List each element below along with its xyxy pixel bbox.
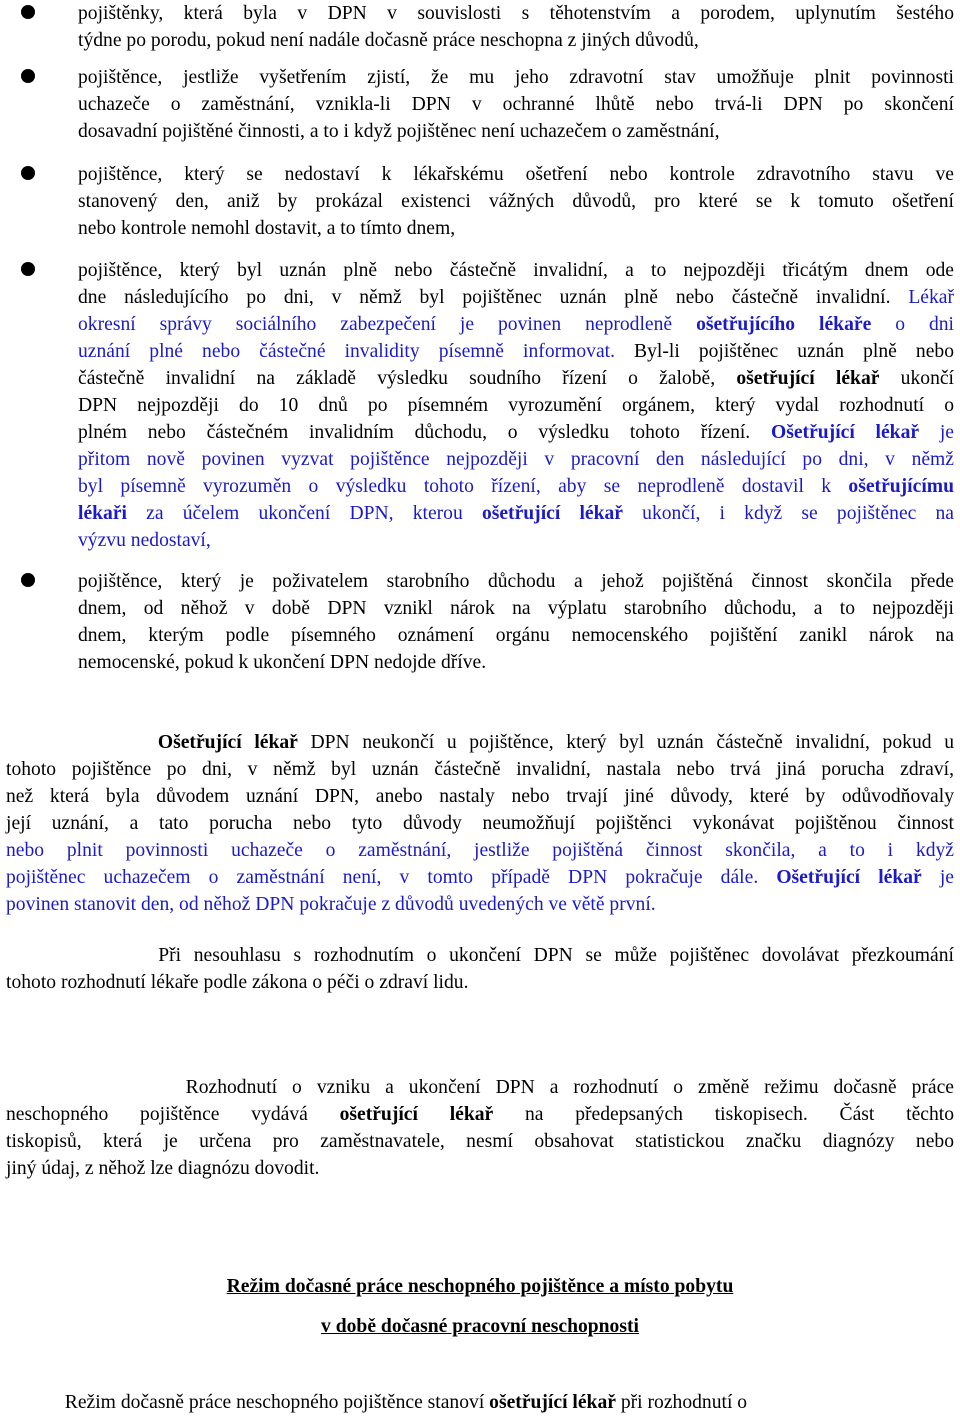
paragraph-decision-forms (6, 1074, 954, 1182)
bullet-icon (21, 69, 35, 83)
emphasized-text: Ošetřující lékař (776, 867, 922, 888)
text-line (78, 0, 954, 27)
text-run: stanovený den, aniž by prokázal existenci vážných důvodů, pro které se k tomuto ošetření (78, 191, 954, 212)
emphasized-text: ošetřující lékař (339, 1104, 494, 1125)
text-run: pojištěnec uchazečem o zaměstnání není, v tomto případě DPN pokračuje dále. (6, 867, 777, 888)
text-line (6, 783, 954, 810)
text-run: její uznání, a tato porucha nebo tyto důvody neumožňují pojištěnci vykonávat pojištěnou činnost (6, 813, 954, 834)
bullet-icon (21, 573, 35, 587)
emphasized-text: ošetřujícímu (848, 476, 954, 497)
text-run: na předepsaných tiskopisech. Část těchto (493, 1104, 954, 1125)
text-run: Režim dočasně práce neschopného pojištěnce stanoví (6, 1392, 490, 1413)
bullet-icon (21, 166, 35, 180)
list-item (78, 64, 954, 145)
text-run: DPN nejpozději do 10 dnů po písemném vyrozumění orgánem, který vydal rozhodnutí o (78, 395, 954, 416)
text-run: za účelem ukončení DPN, kterou (126, 503, 482, 524)
text-line (78, 649, 954, 676)
text-run: Byl-li pojištěnec uznán plně nebo (615, 341, 954, 362)
text-line (6, 942, 954, 969)
text-line (6, 810, 954, 837)
text-run: je (921, 867, 954, 888)
text-line (78, 365, 954, 392)
text-run: plném nebo částečném invalidním důchodu, o výsledku tohoto řízení. (78, 422, 771, 443)
text-line (6, 864, 954, 891)
text-run: o dni (871, 314, 954, 335)
text-run: neschopného pojištěnce vydává (6, 1104, 340, 1125)
emphasized-text: Ošetřující lékař (157, 732, 298, 753)
text-run: tiskopisů, která je určena pro zaměstnavatele, nesmí obsahovat statistickou značku diagnózy nebo (6, 1131, 954, 1152)
emphasized-text: ošetřující lékař (489, 1392, 616, 1413)
text-line (78, 27, 954, 54)
text-line (78, 568, 954, 595)
text-run (6, 732, 158, 753)
text-run: Lékař (908, 287, 954, 308)
text-line (78, 188, 954, 215)
text-line (78, 473, 954, 500)
text-line (78, 338, 954, 365)
text-run: tohoto rozhodnutí lékaře podle zákona o péči o zdraví lidu. (6, 972, 469, 993)
list-item (78, 161, 954, 242)
text-run: dne následujícího po dni, v němž byl pojištěnec uznán plně nebo částečně invalidní. (78, 287, 909, 308)
text-line (78, 215, 954, 242)
section-heading-line-2: v době dočasné pracovní neschopnosti (321, 1316, 639, 1337)
text-run: jiný údaj, z něhož lze diagnózu dovodit. (6, 1158, 320, 1179)
text-run: nemocenské, pokud k ukončení DPN nedojde dříve. (78, 652, 487, 673)
text-line (6, 1101, 954, 1128)
text-run: pojištěnce, který byl uznán plně nebo částečně invalidní, a to nejpozději třicátým dnem ode (78, 260, 954, 281)
text-run: dosavadní pojištěné činnosti, a to i když pojištěnec není uchazečem o zaměstnání, (78, 121, 720, 142)
text-line (6, 756, 954, 783)
emphasized-text: ošetřující lékař (736, 368, 880, 389)
text-run: výzvu nedostaví, (78, 530, 211, 551)
text-line (6, 1389, 954, 1416)
text-line (78, 622, 954, 649)
text-run: týdne po porodu, pokud není nadále dočasně práce neschopna z jiných důvodů, (78, 30, 699, 51)
text-run: nebo plnit povinnosti uchazeče o zaměstnání, jestliže pojištěná činnost skončila, a to i když (6, 840, 954, 861)
section-heading-line-1: Režim dočasné práce neschopného pojištěnce a místo pobytu (226, 1276, 734, 1297)
text-line (78, 284, 954, 311)
text-run: tohoto pojištěnce po dni, v němž byl uznán částečně invalidní, nastala nebo trvá jiná porucha zdraví, (6, 759, 954, 780)
text-run: při rozhodnutí o (615, 1392, 748, 1413)
text-run: pojištěnce, který se nedostaví k lékařskému ošetření nebo kontrole zdravotního stavu ve (78, 164, 954, 185)
text-line (6, 729, 954, 756)
text-line (78, 419, 954, 446)
emphasized-text: ošetřující lékař (481, 503, 623, 524)
text-run: pojištěnky, která byla v DPN v souvislosti s těhotenstvím a porodem, uplynutím šestého (78, 3, 954, 24)
text-run: částečně invalidní na základě výsledku soudního řízení o žalobě, (78, 368, 737, 389)
text-run: DPN neukončí u pojištěnce, který byl uznán částečně invalidní, pokud u (297, 732, 954, 753)
text-run: uchazeče o zaměstnání, vznikla-li DPN v ochranné lhůtě nebo trvá-li DPN po skončení (78, 94, 954, 115)
text-line (78, 64, 954, 91)
text-run: dnem, kterým podle písemného oznámení orgánu nemocenského pojištění zanikl nárok na (78, 625, 954, 646)
text-run: uznání plné nebo částečné invalidity písemně informovat. (78, 341, 616, 362)
text-line (78, 500, 954, 527)
text-line (78, 446, 954, 473)
emphasized-text: Ošetřující lékař (770, 422, 920, 443)
text-run: pojištěnce, jestliže vyšetřením zjistí, že mu jeho zdravotní stav umožňuje plnit povinnosti (78, 67, 954, 88)
text-run: byl písemně vyrozuměn o výsledku tohoto řízení, aby se neprodleně dostavil k (78, 476, 849, 497)
bullet-icon (21, 5, 35, 19)
text-line (6, 891, 954, 918)
text-line (78, 91, 954, 118)
text-run: Rozhodnutí o vzniku a ukončení DPN a rozhodnutí o změně režimu dočasně práce (6, 1077, 954, 1098)
text-run: Při nesouhlasu s rozhodnutím o ukončení DPN se může pojištěnec dovolávat přezkoumání (6, 945, 954, 966)
text-line (78, 595, 954, 622)
emphasized-text: ošetřujícího lékaře (696, 314, 872, 335)
text-run: dnem, od něhož v době DPN vznikl nárok na výplatu starobního důchodu, a to nejpozději (78, 598, 954, 619)
text-line (6, 1155, 954, 1182)
text-line (78, 527, 954, 554)
text-line (6, 969, 954, 996)
list-item (78, 568, 954, 676)
text-run: okresní správy sociálního zabezpečení je povinen neprodleně (78, 314, 697, 335)
text-line (78, 161, 954, 188)
paragraph-partial-invalidity (6, 729, 954, 918)
text-line (6, 837, 954, 864)
text-line (6, 1074, 954, 1101)
text-run: ukončí, i když se pojištěnec na (622, 503, 955, 524)
list-item (78, 0, 954, 54)
paragraph-regime (6, 1389, 954, 1416)
text-line (78, 118, 954, 145)
emphasized-text: lékaři (78, 503, 127, 524)
list-item (78, 257, 954, 554)
paragraph-disagreement (6, 942, 954, 996)
text-line (78, 311, 954, 338)
bullet-icon (21, 262, 35, 276)
text-run: než která byla důvodem uznání DPN, anebo nastaly nebo trvají jiné důvody, které by odůvodňovaly (6, 786, 954, 807)
text-run: přitom nově povinen vyzvat pojištěnce nejpozději v pracovní den následující po dni, v němž (78, 449, 954, 470)
text-run: je (919, 422, 954, 443)
text-run: pojištěnce, který je poživatelem starobního důchodu a jehož pojištěná činnost skončila přede (78, 571, 954, 592)
text-line (78, 257, 954, 284)
text-run: povinen stanovit den, od něhož DPN pokračuje z důvodů uvedených ve větě první. (6, 894, 656, 915)
text-line (78, 392, 954, 419)
text-line (6, 1128, 954, 1155)
text-run: ukončí (879, 368, 955, 389)
text-run: nebo kontrole nemohl dostavit, a to tímto dnem, (78, 218, 456, 239)
